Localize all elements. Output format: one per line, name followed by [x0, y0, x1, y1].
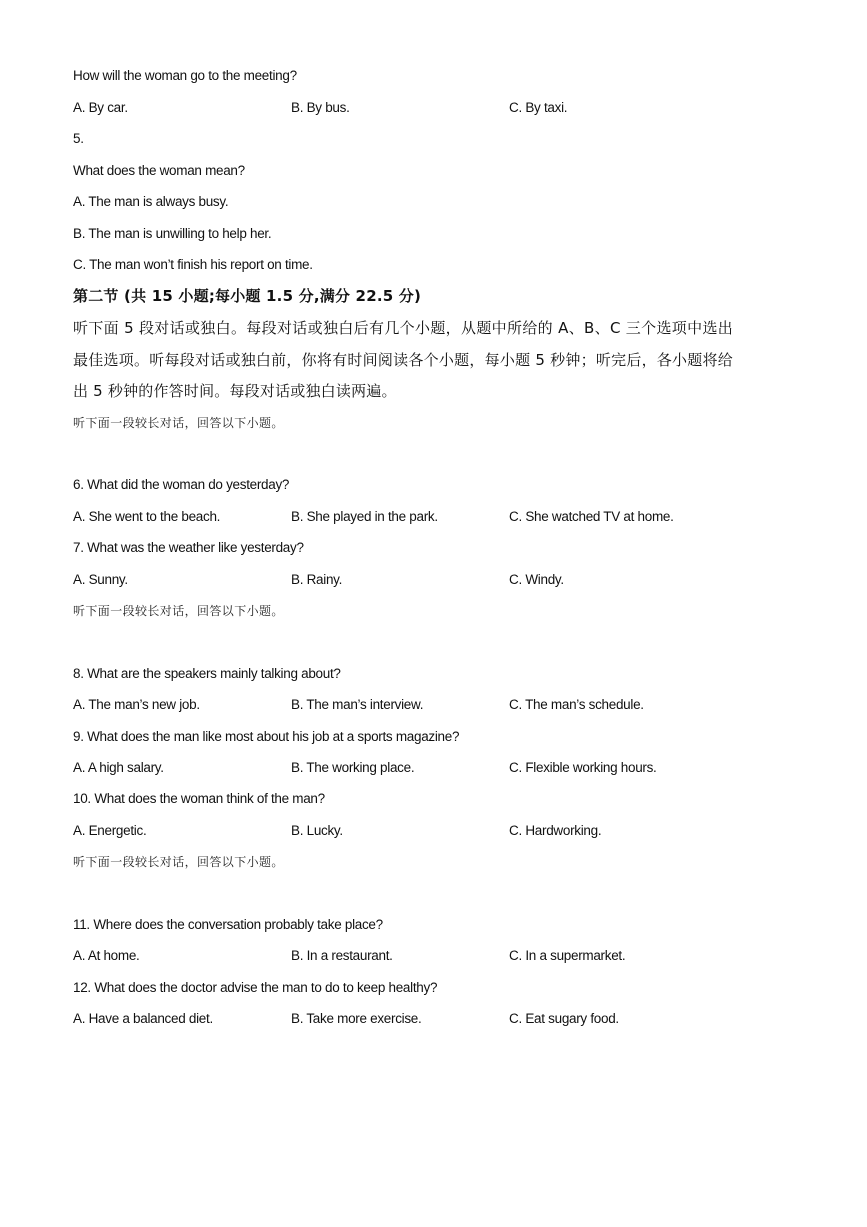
- section-2-heading-prefix: 第二节: [73, 287, 119, 305]
- question-10-option-b: B. Lucky.: [291, 823, 343, 838]
- question-12-option-b: B. Take more exercise.: [291, 1011, 422, 1026]
- question-9-option-c: C. Flexible working hours.: [509, 760, 657, 775]
- question-9-option-b: B. The working place.: [291, 760, 415, 775]
- question-5-option-c: C. The man won’t finish his report on time.: [73, 257, 313, 272]
- question-4-text: How will the woman go to the meeting?: [73, 68, 297, 83]
- question-6-text: 6. What did the woman do yesterday?: [73, 477, 290, 492]
- question-4-option-b: B. By bus.: [291, 100, 350, 115]
- question-12-text: 12. What does the doctor advise the man to do to keep healthy?: [73, 980, 438, 995]
- question-7-option-b: B. Rainy.: [291, 572, 343, 587]
- question-12-option-a: A. Have a balanced diet.: [73, 1011, 213, 1026]
- section-2-heading-detail: (共 15 小题;每小题 1.5 分,满分 22.5 分): [124, 287, 422, 305]
- question-5-option-b: B. The man is unwilling to help her.: [73, 226, 272, 241]
- question-11-option-c: C. In a supermarket.: [509, 948, 626, 963]
- question-11-option-b: B. In a restaurant.: [291, 948, 393, 963]
- question-6-option-b: B. She played in the park.: [291, 509, 438, 524]
- question-6-option-a: A. She went to the beach.: [73, 509, 221, 524]
- question-4-option-a: A. By car.: [73, 100, 128, 115]
- question-6-option-c: C. She watched TV at home.: [509, 509, 674, 524]
- question-11-text: 11. Where does the conversation probably take place?: [73, 917, 383, 932]
- question-5-text: What does the woman mean?: [73, 163, 245, 178]
- question-9-text: 9. What does the man like most about his job at a sports magazine?: [73, 729, 460, 744]
- question-8-text: 8. What are the speakers mainly talking about?: [73, 666, 341, 681]
- question-10-option-c: C. Hardworking.: [509, 823, 602, 838]
- question-5-number: 5.: [73, 131, 84, 146]
- question-4-option-c: C. By taxi.: [509, 100, 568, 115]
- question-12-option-c: C. Eat sugary food.: [509, 1011, 619, 1026]
- question-8-option-a: A. The man’s new job.: [73, 697, 200, 712]
- section-2-instructions: 听下面 5 段对话或独白。每段对话或独白后有几个小题，从题中所给的 A、B、C 三个选项中选出最佳选项。听每段对话或独白前，你将有时间阅读各个小题，每小题 5 秒钟；听完后，各小题将给出 5 秒钟的作答时间。每段对话或独白读两遍。: [73, 319, 733, 400]
- dialogue-note: 听下面一段较长对话，回答以下小题。: [73, 855, 284, 869]
- dialogue-note: 听下面一段较长对话，回答以下小题。: [73, 416, 284, 430]
- question-10-text: 10. What does the woman think of the man?: [73, 791, 325, 806]
- question-11-option-a: A. At home.: [73, 948, 140, 963]
- question-7-text: 7. What was the weather like yesterday?: [73, 540, 304, 555]
- question-5-option-a: A. The man is always busy.: [73, 194, 229, 209]
- question-10-option-a: A. Energetic.: [73, 823, 147, 838]
- question-8-option-b: B. The man’s interview.: [291, 697, 424, 712]
- section-2-heading: [73, 287, 421, 305]
- question-7-option-c: C. Windy.: [509, 572, 564, 587]
- question-7-option-a: A. Sunny.: [73, 572, 128, 587]
- question-8-option-c: C. The man’s schedule.: [509, 697, 644, 712]
- dialogue-note: 听下面一段较长对话，回答以下小题。: [73, 604, 284, 618]
- question-9-option-a: A. A high salary.: [73, 760, 164, 775]
